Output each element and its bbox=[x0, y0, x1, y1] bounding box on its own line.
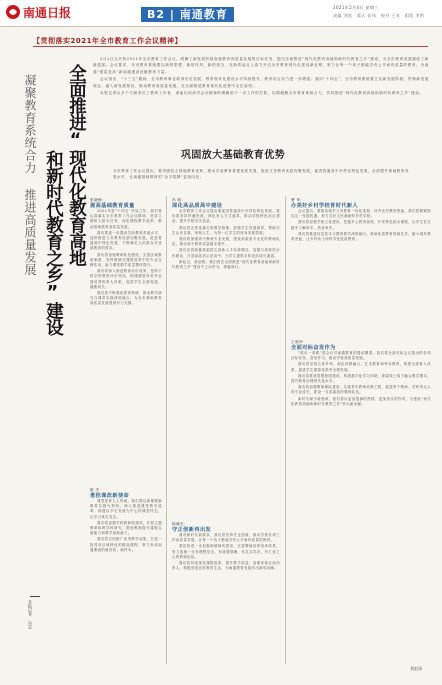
lead-paragraph: 会议指出，“十三五”期间，全市教育事业取得长足发展，教育现代化建设水平持续提升，教育综合实力进一步增强。面向“十四五”，全市教育系统要立足新发展阶段、贯彻新发展理念、融入新发展格局，推动教育高质量发展，在全面推进教育现代化进程中走在前列。 bbox=[93, 77, 429, 88]
column-divider bbox=[285, 196, 286, 664]
article-byline: 本报记者 冯芸 bbox=[28, 600, 33, 629]
article-paragraph: 我们还将积极探索拔尖创新人才培养路径，加强与高校的合作联动，打造高品质示范高中，为学生提供多样化的成长通道。 bbox=[172, 248, 280, 258]
column-divider bbox=[166, 196, 167, 664]
byline-rule bbox=[30, 596, 40, 597]
article-author: 曹 军： bbox=[291, 198, 305, 202]
article-paragraph: 我们将深入推进教育评价改革，扭转不科学的教育评价导向，构建德智体美劳全面培养的育人体系，促进学生全面发展、健康成长。 bbox=[90, 269, 162, 289]
article-column bbox=[172, 198, 280, 510]
article-subhead: 勇担课改新使命 bbox=[90, 493, 130, 499]
article-paragraph: 我们将加强学校文化建设，挖掘乡土教育资源，开发特色校本课程，让学生在实践中了解家乡、热爱家乡。 bbox=[291, 220, 431, 230]
article-paragraph: 我们要进一步提高学前教育普惠水平，加快推进义务教育优质均衡发展，促进普通高中特色发展，不断满足人民群众对优质教育的需求。 bbox=[90, 230, 162, 251]
article-column bbox=[172, 522, 280, 664]
article-paragraph: 我们将完善选课走班教学管理，加强学生发展指导，帮助学生认识自我、规划人生，为每一位学生的终身发展奠基。 bbox=[172, 225, 280, 235]
article-author: 王明华： bbox=[291, 340, 307, 344]
article-paragraph: 全市教育工作会议提出要促进普通高中多样化特色发展。我们将坚持内涵发展，深化育人方式改革，推动学校特色项目建设，提升学校办学品质。 bbox=[172, 209, 280, 224]
article-paragraph: “再出一条路”是会议对南通教育的殷切期望。我们将全面对标会议提出的各项目标任务，奋发作为，推动学校高质量发展。 bbox=[291, 351, 431, 361]
article-column bbox=[291, 340, 431, 662]
lead-paragraph: 2月1日召开的2021年全市教育工作会议，明确了新发展阶段南通教育高质量发展的目标任务，提出全面推进“现代化教育高地和新时代教育之乡”建设，为全市教育发展描绘了崭新蓝图。会议要求，全市教育系统要以新的思想、新的作风、新的担当，在新的起点上奋力开启全市教育现代化建设新征程，努力让每一个孩子都能享有公平而有质量的教育，为南通“强富美高”新南通建设贡献教育力量。 bbox=[93, 57, 429, 74]
article-author: 冯 明： bbox=[172, 198, 186, 202]
section-title: 巩固放大基础教育优势 bbox=[181, 150, 285, 161]
section-intro: 全市教育工作会议提出，要巩固放大基础教育优势，推动学前教育普惠优质发展，推进义务教育优质均衡发展，促进普通高中多样化特色发展，全面提升基础教育发展水平，让南通基础教育的“金字招牌”更加闪亮。 bbox=[113, 169, 409, 180]
article-paragraph: 新时代赋予新使命，我们将以更加饱满的热情、更加务实的作风，为建设“现代化教育高地和新时代教育之乡”作出新贡献。 bbox=[291, 396, 431, 406]
article-paragraph: 我们将不断强化教育科研，推动教学研究与课堂实践深度融合，为全市基础教育高质量发展提供有力支撑。 bbox=[90, 291, 162, 306]
article-subhead: 全面对标奋发作为 bbox=[291, 345, 336, 351]
section-badge: B2 | 南通教育 bbox=[141, 7, 234, 22]
logo-mark bbox=[5, 3, 83, 21]
page-footer-author: 刘宏泽 bbox=[410, 666, 422, 671]
article-paragraph: 我们将总结推广优秀教学成果，打造一批具有区域特色的精品课程，努力形成南通课改的新经验、新样本。 bbox=[90, 537, 162, 552]
logo-text: 南通日报 bbox=[23, 6, 72, 20]
article-paragraph: 我们将加强学科教研组建设，开展主题教研和跨学科研究，帮助教师提升课程实施能力和教学创新能力。 bbox=[90, 520, 162, 536]
article-subhead: 深化高品质高中建设 bbox=[172, 203, 223, 209]
article-paragraph: 我们将进一步加强师德师风建设，完善教师培养培训体系，努力造就一支有理想信念、有道德情操、有扎实学识、有仁爱之心的教师队伍。 bbox=[172, 544, 280, 559]
issue-date: 2021年2月4日 星期三 bbox=[333, 5, 379, 10]
article-paragraph: 面对新时代新要求，我们将坚持守正创新，推动学校各项工作高质量发展，让每一个孩子都能享有公平而有质量的教育。 bbox=[172, 533, 280, 543]
article-paragraph: 2021年是“十四五”开局之年，我们将认真落实全市教育工作会议精神，坚持立德树人根本任务，深化课程教学改革，推动基础教育高质量发展。 bbox=[90, 209, 162, 229]
article-column bbox=[90, 488, 162, 664]
newspaper-logo bbox=[5, 3, 83, 21]
article-subhead: 办美好乡村学校育时代新人 bbox=[291, 203, 359, 209]
article-author: 张晓梅： bbox=[90, 198, 106, 202]
article-column bbox=[90, 198, 162, 476]
lead-paragraph: 本报记者从多个方面采访了教育工作者，请他们谈谈对会议精神的理解和下一步工作的打算，以期凝聚全市教育系统合力，共同推进“现代化教育高地和新时代教育之乡”建设。 bbox=[100, 91, 424, 96]
article-author: 顾晓东： bbox=[172, 522, 188, 526]
editor-credits bbox=[333, 13, 427, 19]
article-paragraph: 新起点，新征程。我们将在全面推进“现代化教育高地和新时代教育之乡”建设中主动作为、勇毅前行。 bbox=[172, 259, 280, 270]
headline-line-2: 和新时代教育之乡”建设 bbox=[42, 150, 63, 336]
editor-credit: 版式 张伟 bbox=[356, 13, 377, 18]
editor-credit: 组版 李明 bbox=[404, 13, 425, 18]
article-subhead: 提高基础教育质量 bbox=[90, 203, 135, 209]
series-banner: 【贯彻落实2021年全市教育工作会议精神】 bbox=[33, 37, 182, 45]
article-paragraph: 我们将加强教师梯队建设，实施青年教师培养工程，促进骨干教师、学科带头人的专业成长，建设一支高素质的教师队伍。 bbox=[291, 385, 431, 395]
headline-subtitle: 凝聚教育系统合力 推进高质量发展 bbox=[23, 74, 37, 276]
article-paragraph: 会议提出，要推动城乡义务教育一体化发展，补齐农村教育短板。我们将紧紧抓住这一发展机遇，努力办好人民满意的乡村学校。 bbox=[291, 209, 431, 219]
article-paragraph: 我们将加强教研队伍建设，完善区域教研制度，发挥教研在课程改革中的专业支撑作用，助力课堂教学质量整体提升。 bbox=[90, 252, 162, 268]
article-author: 陈 杰： bbox=[90, 488, 104, 492]
masthead bbox=[0, 0, 442, 27]
article-paragraph: 我们将加强高中教师专业发展，建设高素质专业化的教师队伍，推动高中教育质量稳步提升。 bbox=[172, 237, 280, 247]
article-paragraph: 我们将推进信息技术与教育教学深度融合，借助优质教育资源共享，缩小城乡教育差距，让乡村孩子同样享受优质教育。 bbox=[291, 231, 431, 242]
article-paragraph: 课堂是育人主阵地。我们将以新课程新教材实施为契机，深入推进课堂教学改革，构建以学生发展为中心的课堂样态，让学习真实发生。 bbox=[90, 499, 162, 519]
banner-divider bbox=[33, 46, 428, 47]
article-paragraph: 我们将推进智慧校园建设，构建数字化学习环境，探索线上线下融合教学模式，提升教育治理现代化水平。 bbox=[291, 373, 431, 384]
editor-credit: 校对 王英 bbox=[380, 13, 401, 18]
editor-credit: 责编 刘凯 bbox=[333, 13, 353, 18]
lead-paragraphs bbox=[93, 56, 429, 136]
headline-line-1: 全面推进“现代化教育高地 bbox=[65, 64, 86, 266]
article-paragraph: 我们将坚持五育并举，深化体教融合、艺术教育和劳动教育，构建全面育人体系，促进学生德智体美劳全面发展。 bbox=[291, 362, 431, 372]
article-paragraph: 我们将持续深化课程改革，提升教学质量，加强家校社协同育人，积极营造良好教育生态，为南通教育发展作出新的贡献。 bbox=[172, 561, 280, 571]
article-column bbox=[291, 198, 431, 328]
article-subhead: 守正创新再出发 bbox=[172, 527, 212, 533]
